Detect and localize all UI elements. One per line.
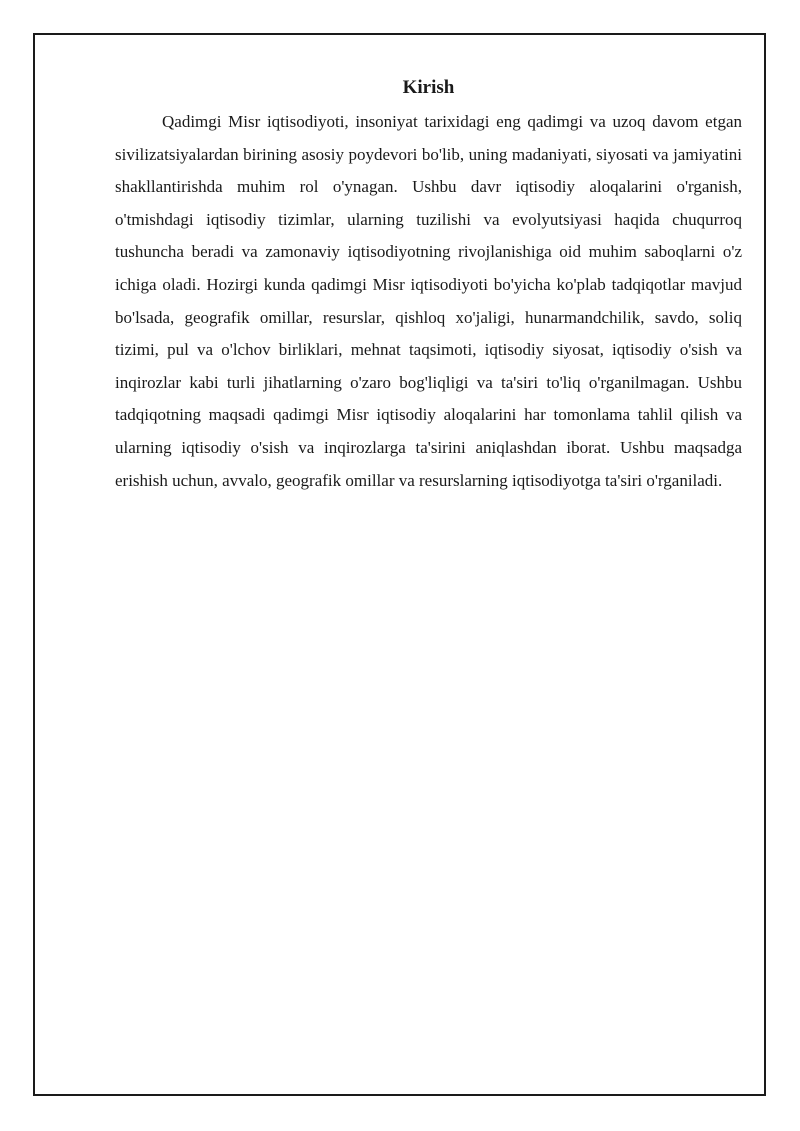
page-title: Kirish — [402, 77, 455, 98]
intro-paragraph: Qadimgi Misr iqtisodiyoti, insoniyat tarixidagi eng qadimgi va uzoq davom etgan sivilizatsiyalardan birining asosiy poydevori bo'lib, uning madaniyati, siyosati va jamiyatini shakllantirishda muhim rol o'ynagan. Ushbu davr iqtisodiy aloqalarini o'rganish, o'tmishdagi iqtisodiy tizimlar, ularning tuzilishi va evolyutsiyasi haqida chuqurroq tushuncha beradi va zamonaviy iqtisodiyotning rivojlanishiga oid muhim saboqlarni o'z ichiga oladi. Hozirgi kunda qadimgi Misr iqtisodiyoti bo'yicha ko'plab tadqiqotlar mavjud bo'lsada, geografik omillar, resurslar, qishloq xo'jaligi, hunarmandchilik, savdo, soliq tizimi, pul va o'lchov birliklari, mehnat taqsimoti, iqtisodiy siyosat, iqtisodiy o'sish va inqirozlar kabi turli jihatlarning o'zaro bog'liqligi va ta'siri to'liq o'rganilmagan. Ushbu tadqiqotning maqsadi qadimgi Misr iqtisodiy aloqalarini har tomonlama tahlil qilish va ularning iqtisodiy o'sish va inqirozlarga ta'sirini aniqlashdan iborat. Ushbu maqsadga erishish uchun, avvalo, geografik omillar va resurslarning iqtisodiyotga ta'siri o'rganiladi. — [115, 112, 742, 490]
document-body — [115, 76, 742, 497]
